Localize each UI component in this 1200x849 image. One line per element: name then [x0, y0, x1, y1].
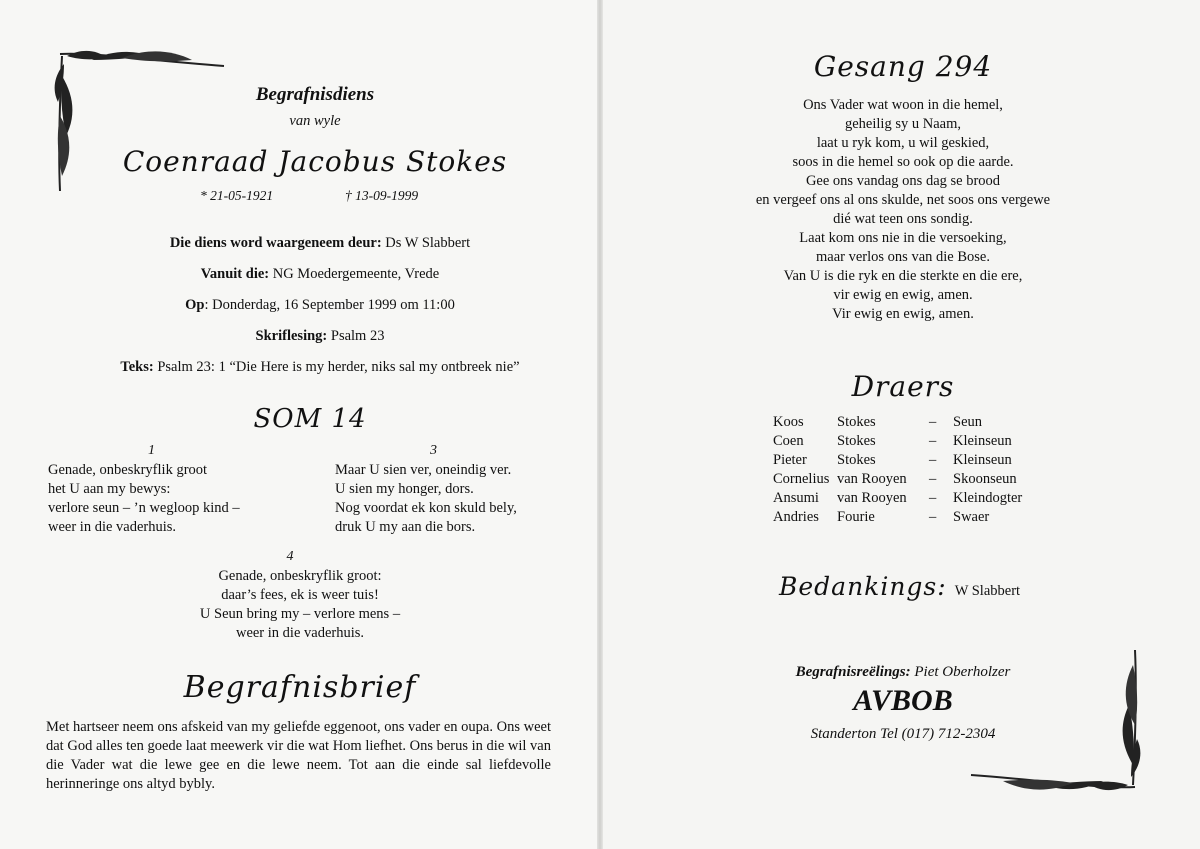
- first-name: Pieter: [773, 452, 807, 468]
- verse-line: weer in die vaderhuis.: [235, 625, 365, 641]
- thanks-title: Bedankings:: [779, 572, 947, 601]
- dash: –: [929, 509, 937, 525]
- first-name: Koos: [773, 414, 804, 430]
- death-date: † 13-09-1999: [345, 188, 419, 203]
- church-line: [60, 265, 580, 284]
- arrangements-value: Piet Oberholzer: [910, 664, 1011, 680]
- surname: Fourie: [837, 509, 875, 525]
- table-row: [773, 489, 1022, 508]
- hymn-line: soos in die hemel so ook op die aarde.: [792, 154, 1014, 170]
- table-row: [773, 451, 1022, 470]
- table-row: [773, 432, 1022, 451]
- text-value: Psalm 23: 1 “Die Here is my herder, niks sal my ontbreek nie”: [153, 359, 520, 375]
- verse-line: Genade, onbeskryflik groot:: [218, 568, 382, 584]
- text-line: [40, 358, 600, 377]
- hymn-title: Gesang 294: [813, 50, 993, 83]
- hymn-line: vir ewig en ewig, amen.: [833, 287, 973, 303]
- verse-line: Genade, onbeskryflik groot: [48, 462, 208, 478]
- service-heading: Begrafnisdiens: [255, 84, 375, 105]
- relation: Seun: [953, 414, 982, 430]
- verse-line: druk U my aan die bors.: [335, 519, 476, 535]
- date-value: : Donderdag, 16 September 1999 om 11:00: [204, 297, 455, 313]
- table-row: [773, 508, 1022, 527]
- table-row: [773, 413, 1022, 432]
- officiant-label: Die diens word waargeneem deur:: [169, 235, 382, 251]
- first-name: Coen: [773, 433, 804, 449]
- hymn-line: geheilig sy u Naam,: [845, 116, 961, 132]
- surname: Stokes: [837, 433, 876, 449]
- hymn-line: dié wat teen ons sondig.: [833, 211, 973, 227]
- table-row: [773, 470, 1022, 489]
- verse-line: U sien my honger, dors.: [335, 481, 474, 497]
- dash: –: [929, 490, 937, 506]
- date-line: [60, 296, 580, 315]
- relation: Swaer: [953, 509, 990, 525]
- relation: Kleindogter: [953, 490, 1023, 506]
- hymn-title: SOM 14: [253, 404, 367, 434]
- hymn-line: en vergeef ons al ons skulde, net soos ons vergewe: [755, 192, 1051, 208]
- verse-1: [48, 461, 298, 537]
- officiant-line: [60, 234, 580, 253]
- dash: –: [929, 471, 937, 487]
- hymn-line: Van U is die ryk en die sterkte en die ere,: [783, 268, 1023, 284]
- surname: van Rooyen: [837, 471, 907, 487]
- hymn-line: Gee ons vandag ons dag se brood: [805, 173, 1001, 189]
- text-label: Teks:: [120, 359, 154, 375]
- hymn-lyrics: [683, 96, 1123, 324]
- verse-line: daar’s fees, ek is weer tuis!: [221, 587, 379, 603]
- service-subheading: van wyle: [289, 113, 341, 129]
- deceased-name: Coenraad Jacobus Stokes: [122, 145, 508, 178]
- hymn-line: Vir ewig en ewig, amen.: [832, 306, 974, 322]
- company-contact: Standerton Tel (017) 712-2304: [810, 726, 996, 742]
- verse-4: [150, 567, 450, 643]
- relation: Kleinseun: [953, 452, 1012, 468]
- verse-number: 4: [286, 549, 294, 564]
- first-name: Andries: [773, 509, 819, 525]
- dash: –: [929, 433, 937, 449]
- officiant-value: Ds W Slabbert: [381, 235, 471, 251]
- church-label: Vanuit die:: [200, 266, 270, 282]
- date-label: Op: [185, 297, 205, 313]
- surname: van Rooyen: [837, 490, 907, 506]
- verse-line: het U aan my bewys:: [48, 481, 171, 497]
- relation: Skoonseun: [953, 471, 1017, 487]
- letter-text: Met hartseer neem ons afskeid van my geliefde eggenoot, ons vader en oupa. Ons weet dat God alles ten goede laat meewerk vir die wat Hom liefhet. Ons berus in die wil van die Vader wat die lewe gee en die lewe neem. Tot aan die einde sal liefdevolle herinneringe ons altyd bybly.: [46, 719, 551, 792]
- surname: Stokes: [837, 414, 876, 430]
- verse-line: Nog voordat ek kon skuld bely,: [335, 500, 517, 516]
- verse-number: 1: [148, 443, 155, 458]
- letter-title: Begrafnisbrief: [183, 670, 417, 705]
- leaf-ornament-icon: [963, 645, 1143, 795]
- arrangements-label: Begrafnisreëlings:: [795, 664, 911, 680]
- hymn-line: Ons Vader wat woon in die hemel,: [803, 97, 1003, 113]
- dash: –: [929, 452, 937, 468]
- verse-line: weer in die vaderhuis.: [48, 519, 177, 535]
- hymn-line: Laat kom ons nie in die versoeking,: [799, 230, 1007, 246]
- thanks-line: [779, 572, 1139, 601]
- surname: Stokes: [837, 452, 876, 468]
- pallbearers-title: Draers: [851, 370, 955, 403]
- company-name: AVBOB: [853, 684, 953, 717]
- right-page: [603, 0, 1200, 849]
- left-page: [0, 0, 597, 849]
- first-name: Cornelius: [773, 471, 830, 487]
- hymn-line: maar verlos ons van die Bose.: [816, 249, 990, 265]
- scripture-label: Skriflesing:: [255, 328, 328, 344]
- scripture-line: [60, 327, 580, 346]
- verse-number: 3: [430, 443, 437, 458]
- verse-line: U Seun bring my – verlore mens –: [199, 606, 401, 622]
- relation: Kleinseun: [953, 433, 1012, 449]
- birth-date: * 21-05-1921: [200, 188, 274, 203]
- thanks-value: W Slabbert: [954, 583, 1021, 599]
- verse-3: [335, 461, 585, 537]
- hymn-line: laat u ryk kom, u wil geskied,: [816, 135, 990, 151]
- church-value: NG Moedergemeente, Vrede: [269, 266, 440, 282]
- first-name: Ansumi: [773, 490, 819, 506]
- scripture-value: Psalm 23: [327, 328, 385, 344]
- pallbearers-table: [773, 413, 1022, 527]
- dash: –: [929, 414, 937, 430]
- verse-line: Maar U sien ver, oneindig ver.: [335, 462, 512, 478]
- verse-line: verlore seun – ’n wegloop kind –: [48, 500, 240, 516]
